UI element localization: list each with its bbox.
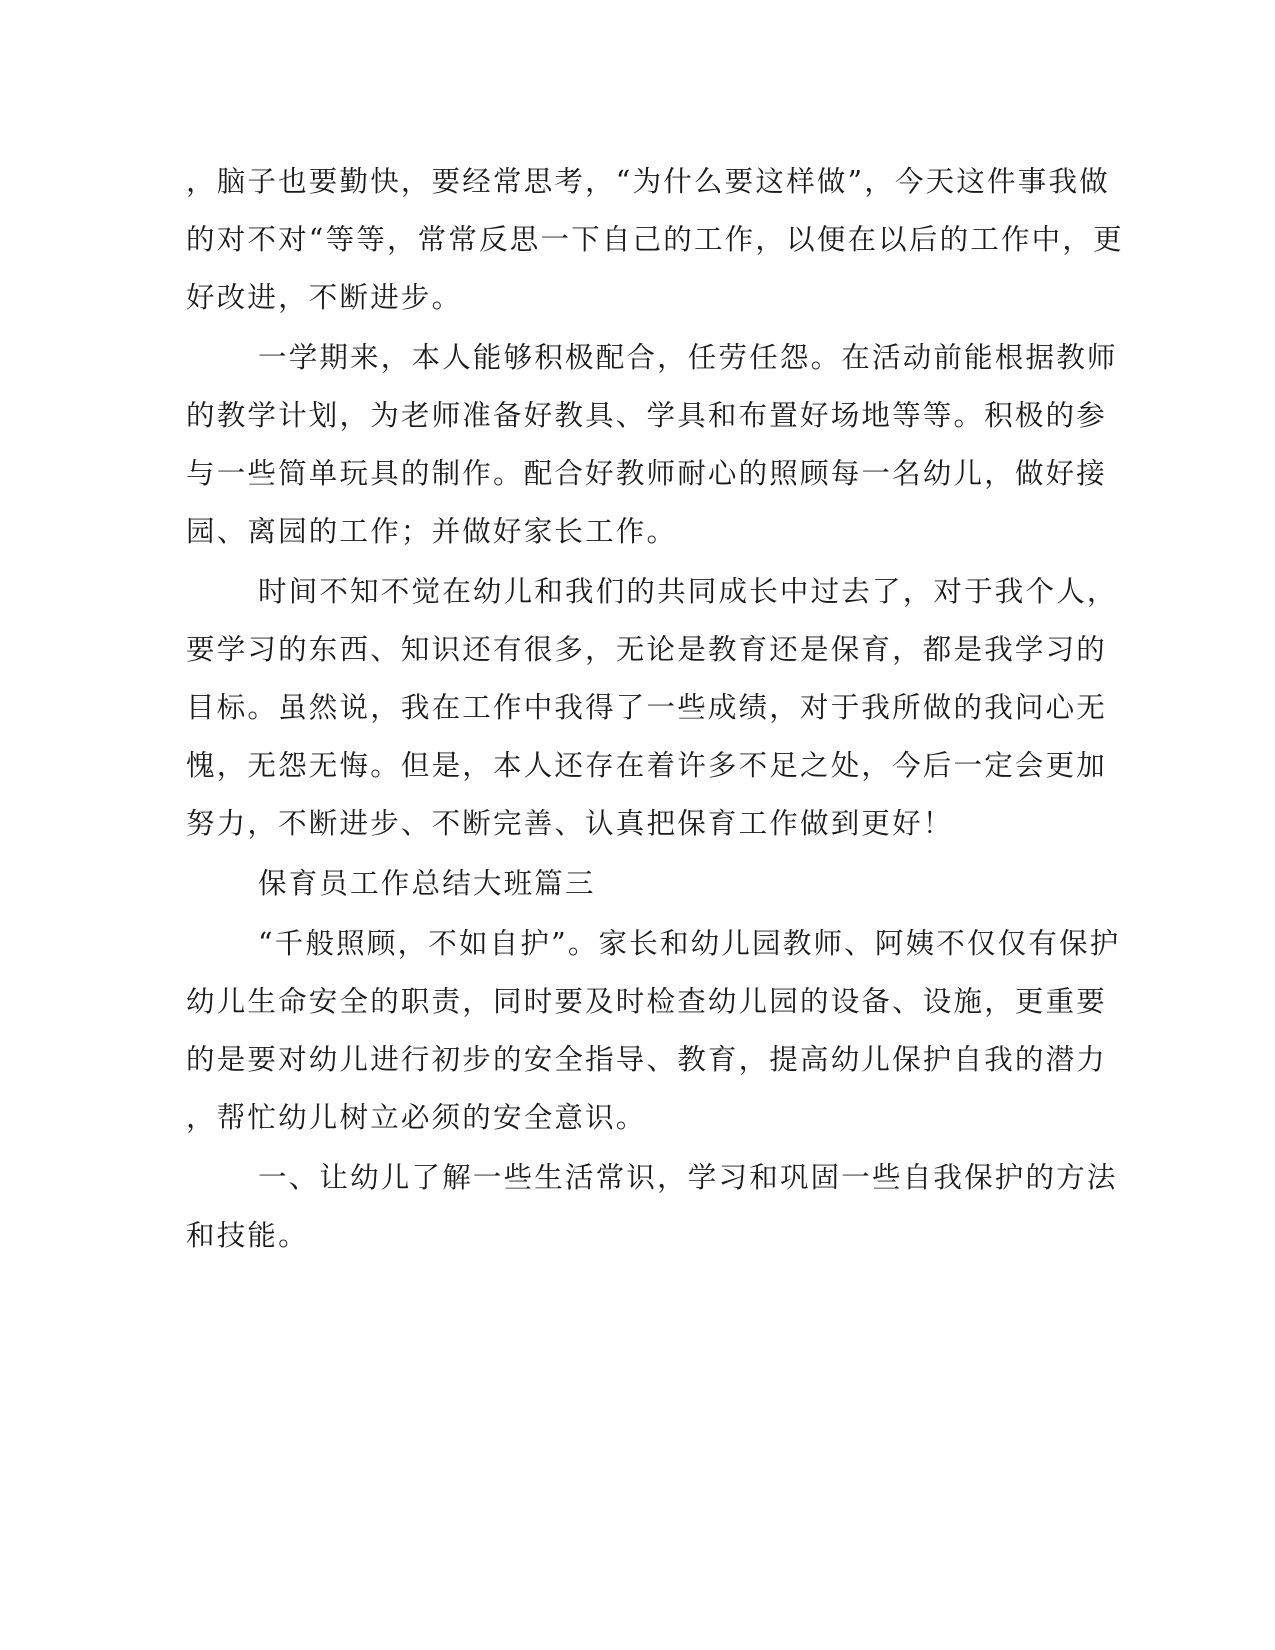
paragraph-line: 与一些简单玩具的制作。配合好教师耐心的照顾每一名幼儿，做好接: [186, 457, 1108, 490]
paragraph-line: 和技能。: [186, 1219, 309, 1252]
paragraph-line: 的是要对幼儿进行初步的安全指导、教育，提高幼儿保护自我的潜力: [186, 1043, 1108, 1076]
paragraph-line: 时间不知不觉在幼儿和我们的共同成长中过去了，对于我个人，: [258, 575, 1118, 608]
paragraph-line: 一、让幼儿了解一些生活常识，学习和巩固一些自我保护的方法: [258, 1161, 1118, 1194]
paragraph-line: 一学期来，本人能够积极配合，任劳任怨。在活动前能根据教师: [258, 341, 1118, 374]
paragraph-line: 目标。虽然说，我在工作中我得了一些成绩，对于我所做的我问心无: [186, 691, 1108, 724]
paragraph-line: 好改进，不断进步。: [186, 281, 463, 314]
paragraph-line: 的教学计划，为老师准备好教具、学具和布置好场地等等。积极的参: [186, 399, 1108, 432]
paragraph-line: 要学习的东西、知识还有很多，无论是教育还是保育，都是我学习的: [186, 633, 1108, 666]
paragraph-line: 努力，不断进步、不断完善、认真把保育工作做到更好！: [186, 807, 954, 840]
paragraph-line: 愧，无怨无悔。但是，本人还存在着许多不足之处，今后一定会更加: [186, 749, 1108, 782]
paragraph-line: 的对不对“等等，常常反思一下自己的工作，以便在以后的工作中，更: [186, 223, 1124, 256]
paragraph-line: ，脑子也要勤快，要经常思考，“为什么要这样做”，今天这件事我做: [186, 165, 1110, 198]
section-heading: 保育员工作总结大班篇三: [258, 867, 596, 900]
paragraph-line: “千般照顾，不如自护”。家长和幼儿园教师、阿姨不仅仅有保护: [258, 927, 1121, 960]
paragraph-line: ，帮忙幼儿树立必须的安全意识。: [186, 1101, 647, 1134]
paragraph-line: 园、离园的工作；并做好家长工作。: [186, 515, 678, 548]
paragraph-line: 幼儿生命安全的职责，同时要及时检查幼儿园的设备、设施，更重要: [186, 985, 1108, 1018]
